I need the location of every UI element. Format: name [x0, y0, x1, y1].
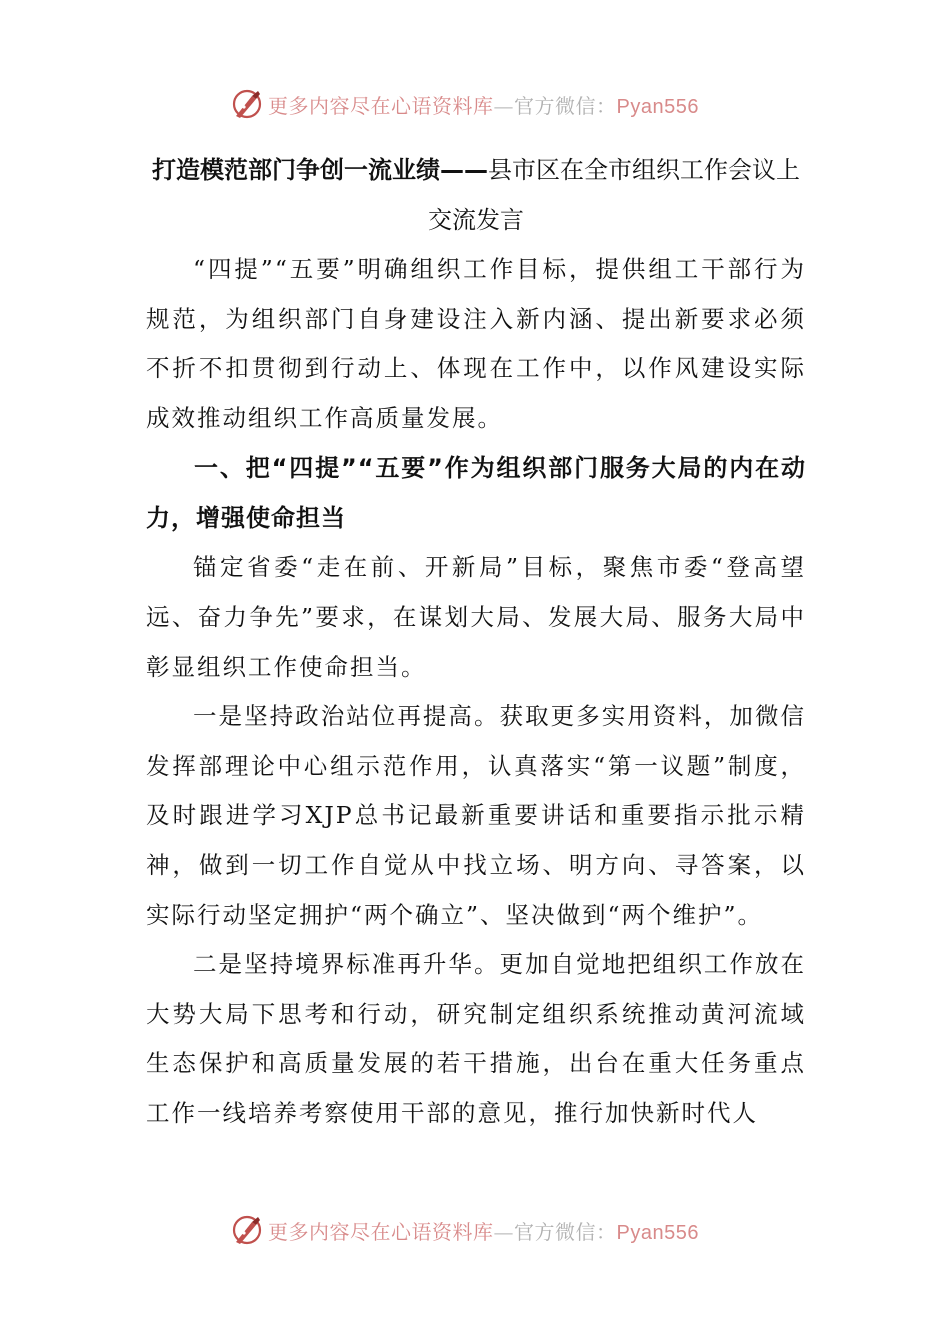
paragraph-point-2: 二是坚持境界标准再升华。更加自觉地把组织工作放在大势大局下思考和行动，研究制定组织系统推动黄河流域生态保护和高质量发展的若干措施，出台在重大任务重点工作一线培养考察使用干部的意见，推行加快新时代人	[146, 950, 806, 1127]
banner-dash: —	[493, 1219, 514, 1244]
title-normal-part: 县市区在全市组织工作会议上交流发言	[428, 156, 800, 234]
document-body	[146, 145, 806, 1139]
paragraph-section-1-lead: 锚定省委“走在前、开新局”目标，聚焦市委“登高望远、奋力争先”要求，在谋划大局、发展大局、服务大局中彰显组织工作使命担当。	[146, 553, 806, 681]
section-heading-1: 一、把“四提”“五要”作为组织部门服务大局的内在动力，增强使命担当	[146, 454, 806, 533]
banner-wechat-id: Pyan556	[616, 95, 699, 118]
header-watermark-banner	[230, 84, 750, 124]
pen-logo-icon	[230, 1213, 264, 1247]
paragraph-point-1: 一是坚持政治站位再提高。获取更多实用资料，加微信发挥部理论中心组示范作用，认真落实“第一议题”制度，及时跟进学习XJP总书记最新重要讲话和重要指示批示精神，做到一切工作自觉从中找立场、明方向、寻答案，以实际行动坚定拥护“两个确立”、坚决做到“两个维护”。	[146, 702, 806, 929]
pen-logo-icon	[230, 87, 264, 121]
banner-text	[268, 90, 699, 119]
banner-wechat-id: Pyan556	[616, 1221, 699, 1244]
footer-watermark-banner	[230, 1210, 750, 1250]
paragraph-intro: “四提”“五要”明确组织工作目标，提供组工干部行为规范，为组织部门自身建设注入新内涵、提出新要求必须不折不扣贯彻到行动上、体现在工作中，以作风建设实际成效推动组织工作高质量发展。	[146, 255, 806, 432]
document-title	[146, 145, 806, 245]
banner-main-text: 更多内容尽在心语资料库	[268, 1219, 494, 1244]
banner-main-text: 更多内容尽在心语资料库	[268, 93, 494, 118]
banner-wechat-label: 官方微信：	[514, 1219, 617, 1244]
banner-dash: —	[493, 93, 514, 118]
banner-text	[268, 1216, 699, 1245]
title-bold-part: 打造模范部门争创一流业绩——	[152, 156, 488, 184]
banner-wechat-label: 官方微信：	[514, 93, 617, 118]
